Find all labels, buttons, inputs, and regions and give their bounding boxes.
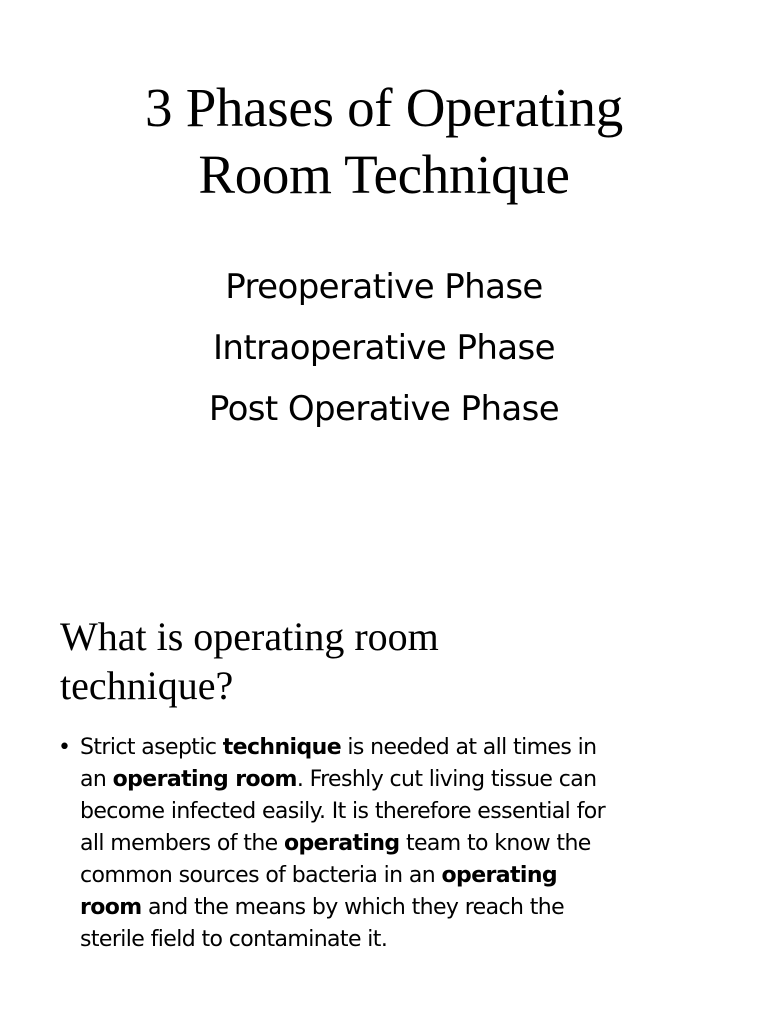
bold-term: operating <box>441 863 558 888</box>
bold-term: room <box>80 895 142 920</box>
phase-item-preoperative: Preoperative Phase <box>225 267 543 307</box>
title-line-2: Room Technique <box>198 144 570 205</box>
text-run: and the means by which they reach the <box>141 895 565 920</box>
bullet-item <box>58 732 708 956</box>
text-run: become infected easily. It is therefore essential for <box>80 799 606 824</box>
text-run: all members of the <box>80 831 284 856</box>
bullet-line <box>80 860 708 892</box>
phase-item-postoperative: Post Operative Phase <box>208 389 560 429</box>
text-run: is needed at all times in <box>341 735 597 760</box>
phase-list <box>0 257 768 440</box>
bullet-list <box>58 732 708 956</box>
section-title-line-2: technique? <box>60 663 234 708</box>
section-title-line-1: What is operating room <box>60 614 439 659</box>
phase-item-intraoperative: Intraoperative Phase <box>213 328 555 368</box>
section-title <box>60 612 710 710</box>
bold-term: technique <box>222 735 342 760</box>
bullet-line <box>80 732 708 764</box>
text-run: . Freshly cut living tissue can <box>296 767 597 792</box>
bullet-line <box>80 924 708 956</box>
bullet-line <box>80 764 708 796</box>
text-run: team to know the <box>399 831 591 856</box>
bullet-line <box>80 796 708 828</box>
bold-term: operating room <box>112 767 297 792</box>
text-run: common sources of bacteria in an <box>80 863 442 888</box>
slide-definition <box>0 576 768 1024</box>
text-run: an <box>80 767 113 792</box>
bullet-text <box>80 732 708 956</box>
title-line-1: 3 Phases of Operating <box>145 77 623 138</box>
bullet-line <box>80 828 708 860</box>
bullet-marker: • <box>58 735 71 760</box>
bold-term: operating <box>284 831 400 856</box>
page-title <box>0 74 768 208</box>
bullet-line <box>80 892 708 924</box>
text-run: Strict aseptic <box>80 735 223 760</box>
text-run: sterile field to contaminate it. <box>80 927 388 952</box>
